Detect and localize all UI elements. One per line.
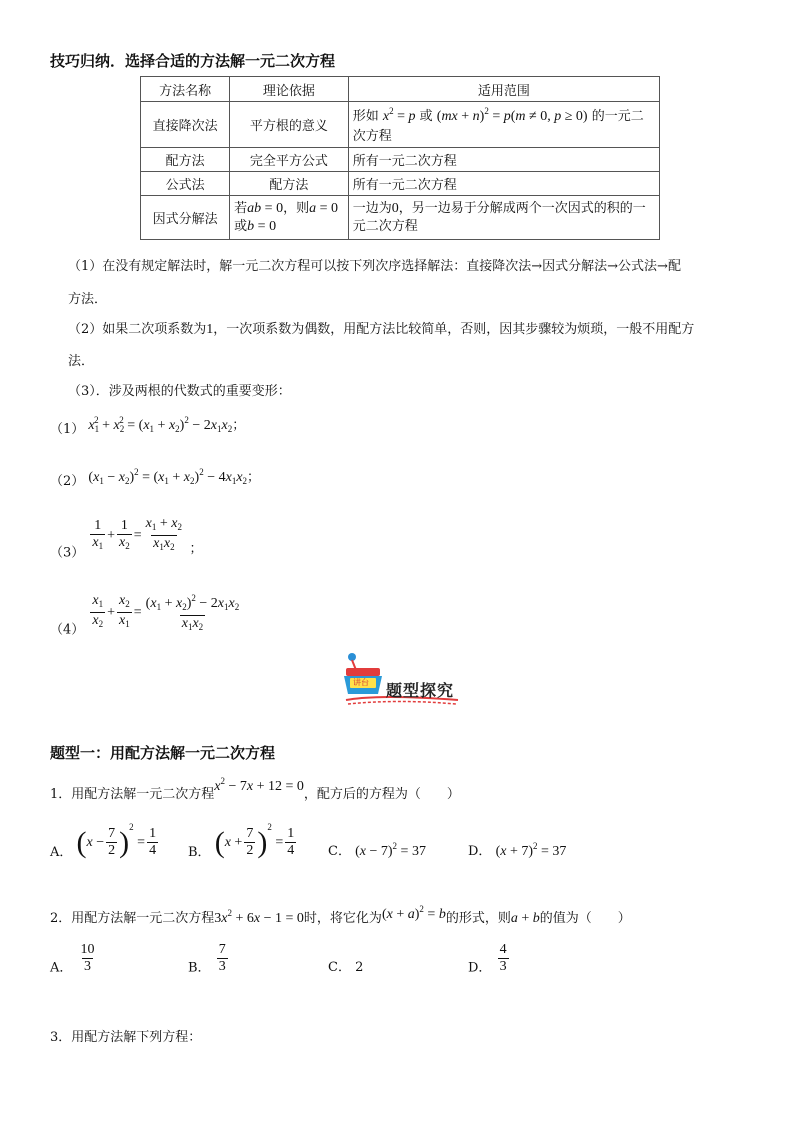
question-text: ，配方后的方程为（ ）	[303, 787, 460, 802]
scope-text: 的一元二次方程	[352, 109, 644, 144]
scope-text: 或	[419, 109, 433, 124]
header-scope: 适用范围	[348, 77, 659, 102]
q1-option-c[interactable]: C． $(x - 7)^2 = 37$	[328, 841, 426, 859]
method-scope: 所有一元二次方程	[348, 148, 659, 172]
logo-tag: 讲台	[353, 678, 369, 687]
basis-text: ，则	[283, 200, 310, 216]
q1-option-d[interactable]: D． $(x + 7)^2 = 37$	[468, 841, 567, 859]
section-logo	[338, 650, 464, 708]
method-basis: 若ab = 0，则a = 0 或b = 0	[230, 196, 349, 240]
option-label: D．	[468, 960, 492, 976]
semicolon: ；	[247, 470, 261, 485]
question-2: 2．用配方法解一元二次方程$3x^2 + 6x - 1 = 0$时，将它化为$(x + a)^2 = b$的形式，则a + b的值为（ ）	[50, 904, 631, 926]
methods-table	[140, 76, 660, 240]
section-title: 技巧归纳．选择合适的方法解一元二次方程	[50, 52, 336, 70]
header-basis: 理论依据	[230, 77, 349, 102]
basis-text: 若	[234, 200, 248, 216]
method-name: 配方法	[141, 148, 230, 172]
table-row	[141, 102, 660, 148]
scope-zero: 0	[391, 200, 399, 216]
logo-text: 题型探究	[386, 681, 455, 700]
formula-label: （2）	[50, 474, 85, 489]
option-label: B．	[188, 845, 211, 860]
q1-option-b[interactable]: B． (x + $\frac{7}{2}$ )$^2$ = $\frac{1}{4}$	[188, 822, 295, 860]
formula-4: （4） $\frac{x_1}{x_2}$ + $\frac{x_2}{x_1}$ = $\frac{(x_1 + x_2)^2 - 2x_1x_2}{x_1x_2}$	[50, 593, 240, 638]
method-scope	[348, 196, 659, 240]
method-basis: 平方根的意义	[230, 102, 349, 148]
option-label: C．	[328, 844, 351, 859]
scope-text: 一边为	[352, 200, 392, 216]
question-text: 1．用配方法解一元二次方程	[50, 787, 215, 802]
option-value: 2	[355, 960, 364, 975]
note-text: ，一次项系数为偶数，用配方法比较简单，否则，因其步骤较为烦琐，一般不用配方	[213, 322, 695, 337]
question-3: 3．用配方法解下列方程：	[50, 1030, 202, 1045]
question-text: 时，将它化为	[303, 911, 382, 926]
header-method: 方法名称	[141, 77, 230, 102]
method-name: 直接降次法	[141, 102, 230, 148]
method-name: 因式分解法	[141, 196, 230, 240]
question-text: 的值为（ ）	[539, 911, 631, 926]
note-one: 1	[206, 322, 214, 337]
method-scope: 所有一元二次方程	[348, 172, 659, 196]
option-label: A．	[50, 960, 73, 976]
question-text: 2．用配方法解一元二次方程	[50, 911, 215, 926]
table-row	[141, 172, 660, 196]
basis-text: 或	[234, 218, 248, 234]
scope-text: 形如	[352, 109, 379, 124]
semicolon: ；	[232, 418, 246, 433]
note-2-line-2: 法．	[68, 354, 95, 369]
formula-1: （1） $x_1^2 + x_2^2 = (x_1 + x_2)^2 - 2x_1x_2$；	[50, 415, 246, 437]
method-name: 公式法	[141, 172, 230, 196]
note-3: （3）．涉及两根的代数式的重要变形：	[68, 384, 291, 399]
note-text: （2）如果二次项系数为	[68, 322, 207, 337]
q2-option-b[interactable]: B． $\frac{7}{3}$	[188, 942, 226, 976]
option-label: C．	[328, 960, 351, 975]
semicolon: ；	[189, 541, 203, 557]
formula-label: （3）	[50, 545, 85, 561]
formula-2: （2） $(x_1 - x_2)^2 = (x_1 + x_2)^2 - 4x_1x_2$；	[50, 467, 261, 489]
formula-label: （1）	[50, 422, 85, 437]
table-header-row	[141, 77, 660, 102]
q2-option-a[interactable]: A． $\frac{10}{3}$	[50, 942, 95, 976]
scope-text: ，另一边易于分解成两个一次因式的积的一元二次方程	[352, 200, 646, 234]
note-1-line-1: （1）在没有规定解法时，解一元二次方程可以按下列次序选择解法：直接降次法→因式分解法→公式法→配	[68, 259, 681, 274]
method-basis: 完全平方公式	[230, 148, 349, 172]
q1-option-a[interactable]: A． (x − $\frac{7}{2}$ )$^2$ = $\frac{1}{4}$	[50, 822, 157, 860]
option-label: B．	[188, 960, 211, 976]
option-label: D．	[468, 844, 492, 859]
table-row	[141, 196, 660, 240]
method-scope: 形如 $x^2 = p$ 或 (mx + n)$^2$ = p(m ≠ 0, p ≥ 0) 的一元二次方程	[348, 102, 659, 148]
q2-option-c[interactable]	[328, 956, 363, 975]
option-label: A．	[50, 845, 73, 860]
method-basis: 配方法	[230, 172, 349, 196]
note-2-line-1	[68, 318, 694, 338]
type1-title: 题型一：用配方法解一元二次方程	[50, 744, 276, 762]
question-1: 1．用配方法解一元二次方程$x^2 - 7x + 12 = 0$，配方后的方程为（ ）	[50, 776, 460, 802]
formula-3: （3） $\frac{1}{x_1}$ + $\frac{1}{x_2}$ = $\frac{x_1 + x_2}{x_1x_2}$ ；	[50, 516, 203, 561]
question-text: 的形式，则	[445, 911, 511, 926]
table-row	[141, 148, 660, 172]
q2-option-d[interactable]: D． $\frac{4}{3}$	[468, 942, 507, 976]
formula-label: （4）	[50, 622, 85, 638]
note-1-line-2: 方法．	[68, 292, 108, 307]
